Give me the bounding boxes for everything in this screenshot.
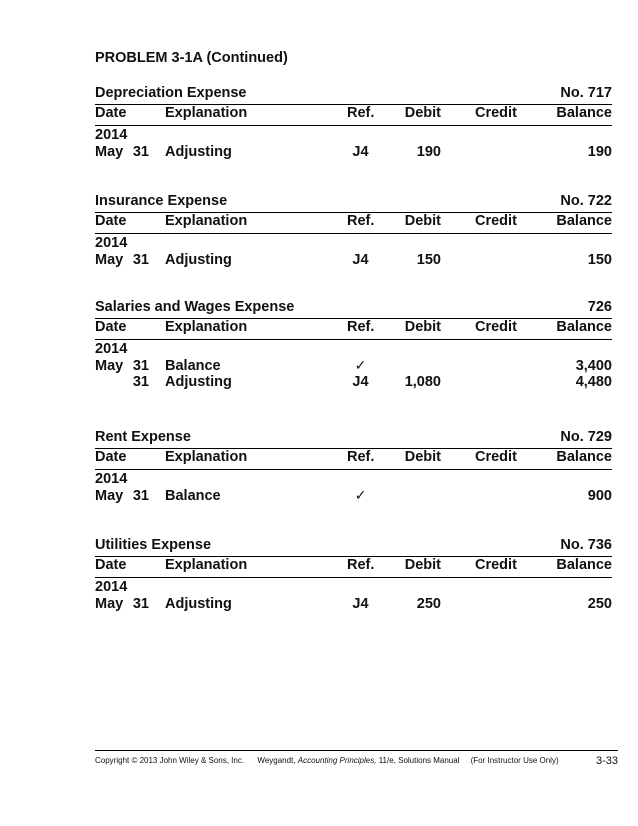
ledger-account [95, 85, 612, 160]
day: 31 [132, 358, 149, 374]
debit: 250 [416, 596, 441, 612]
page-number: 3-33 [595, 755, 618, 767]
book-prefix: Weygandt, [257, 756, 298, 765]
balance: 900 [587, 488, 612, 504]
divider [95, 339, 612, 340]
ledger-account [95, 429, 612, 504]
column-header [95, 213, 612, 233]
book-suffix: 11/e, Solutions Manual [376, 756, 460, 765]
ledger-row [95, 144, 612, 162]
debit-header: Debit [404, 319, 441, 335]
day: 31 [132, 488, 149, 504]
account-name: Salaries and Wages Expense [95, 299, 295, 315]
month: May [95, 252, 124, 268]
day: 31 [132, 374, 149, 390]
explanation: Balance [165, 488, 221, 504]
explanation-header: Explanation [165, 319, 248, 335]
debit: 190 [416, 144, 441, 160]
date-header: Date [95, 105, 127, 121]
ref-header: Ref. [347, 105, 375, 121]
month: May [95, 488, 124, 504]
usage-note: (For Instructor Use Only) [470, 756, 559, 765]
divider [95, 233, 612, 234]
balance: 190 [587, 144, 612, 160]
explanation-header: Explanation [165, 213, 248, 229]
credit-header: Credit [475, 105, 517, 121]
ref-header: Ref. [347, 213, 375, 229]
copyright: Copyright © 2013 John Wiley & Sons, Inc. [95, 756, 245, 765]
column-header [95, 449, 612, 469]
explanation-header: Explanation [165, 449, 248, 465]
credit-header: Credit [475, 557, 517, 573]
explanation: Adjusting [165, 596, 232, 612]
ledger-row [95, 374, 612, 392]
balance-header: Balance [556, 449, 612, 465]
column-header [95, 557, 612, 577]
debit-header: Debit [404, 105, 441, 121]
account-name: Insurance Expense [95, 193, 228, 209]
footer-text [95, 756, 559, 765]
month: May [95, 144, 124, 160]
account-name: Rent Expense [95, 429, 191, 445]
credit-header: Credit [475, 213, 517, 229]
year: 2014 [95, 235, 128, 251]
day: 31 [132, 252, 149, 268]
ref-header: Ref. [347, 319, 375, 335]
year-row [95, 579, 612, 597]
date-header: Date [95, 449, 127, 465]
explanation: Adjusting [165, 252, 232, 268]
check-mark-icon: ✓ [354, 358, 367, 374]
ref: J4 [352, 374, 369, 390]
ref: J4 [352, 252, 369, 268]
year-row [95, 341, 612, 359]
book-title: Accounting Principles, [297, 756, 377, 765]
year: 2014 [95, 341, 128, 357]
explanation: Adjusting [165, 374, 232, 390]
debit-header: Debit [404, 213, 441, 229]
debit: 150 [416, 252, 441, 268]
account-number: 726 [587, 299, 612, 315]
account-name: Depreciation Expense [95, 85, 247, 101]
explanation: Balance [165, 358, 221, 374]
account-name: Utilities Expense [95, 537, 212, 553]
account-number: No. 717 [560, 85, 612, 101]
balance-header: Balance [556, 105, 612, 121]
date-header: Date [95, 319, 127, 335]
day: 31 [132, 596, 149, 612]
explanation: Adjusting [165, 144, 232, 160]
balance-header: Balance [556, 213, 612, 229]
year-row [95, 235, 612, 253]
balance: 250 [587, 596, 612, 612]
account-number: No. 729 [560, 429, 612, 445]
balance: 150 [587, 252, 612, 268]
divider [95, 469, 612, 470]
year-row [95, 127, 612, 145]
credit-header: Credit [475, 449, 517, 465]
ref-header: Ref. [347, 557, 375, 573]
date-header: Date [95, 557, 127, 573]
ledger-row [95, 596, 612, 614]
check-mark-icon: ✓ [354, 488, 367, 504]
balance: 4,480 [575, 374, 612, 390]
column-header [95, 105, 612, 125]
ledger-account [95, 299, 612, 390]
debit-header: Debit [404, 449, 441, 465]
day: 31 [132, 144, 149, 160]
explanation-header: Explanation [165, 557, 248, 573]
credit-header: Credit [475, 319, 517, 335]
balance-header: Balance [556, 319, 612, 335]
balance: 3,400 [575, 358, 612, 374]
year: 2014 [95, 579, 128, 595]
debit: 1,080 [404, 374, 441, 390]
date-header: Date [95, 213, 127, 229]
year: 2014 [95, 471, 128, 487]
month: May [95, 596, 124, 612]
page-title: PROBLEM 3-1A (Continued) [95, 50, 288, 66]
debit-header: Debit [404, 557, 441, 573]
month: May [95, 358, 124, 374]
ref: J4 [352, 596, 369, 612]
ledger-account [95, 193, 612, 268]
column-header [95, 319, 612, 339]
ref-header: Ref. [347, 449, 375, 465]
divider [95, 577, 612, 578]
ref: J4 [352, 144, 369, 160]
ledger-row [95, 488, 612, 506]
ledger-account [95, 537, 612, 612]
balance-header: Balance [556, 557, 612, 573]
account-number: No. 736 [560, 537, 612, 553]
explanation-header: Explanation [165, 105, 248, 121]
ledger-row [95, 252, 612, 270]
account-number: No. 722 [560, 193, 612, 209]
footer-divider [95, 750, 618, 751]
divider [95, 125, 612, 126]
year-row [95, 471, 612, 489]
year: 2014 [95, 127, 128, 143]
